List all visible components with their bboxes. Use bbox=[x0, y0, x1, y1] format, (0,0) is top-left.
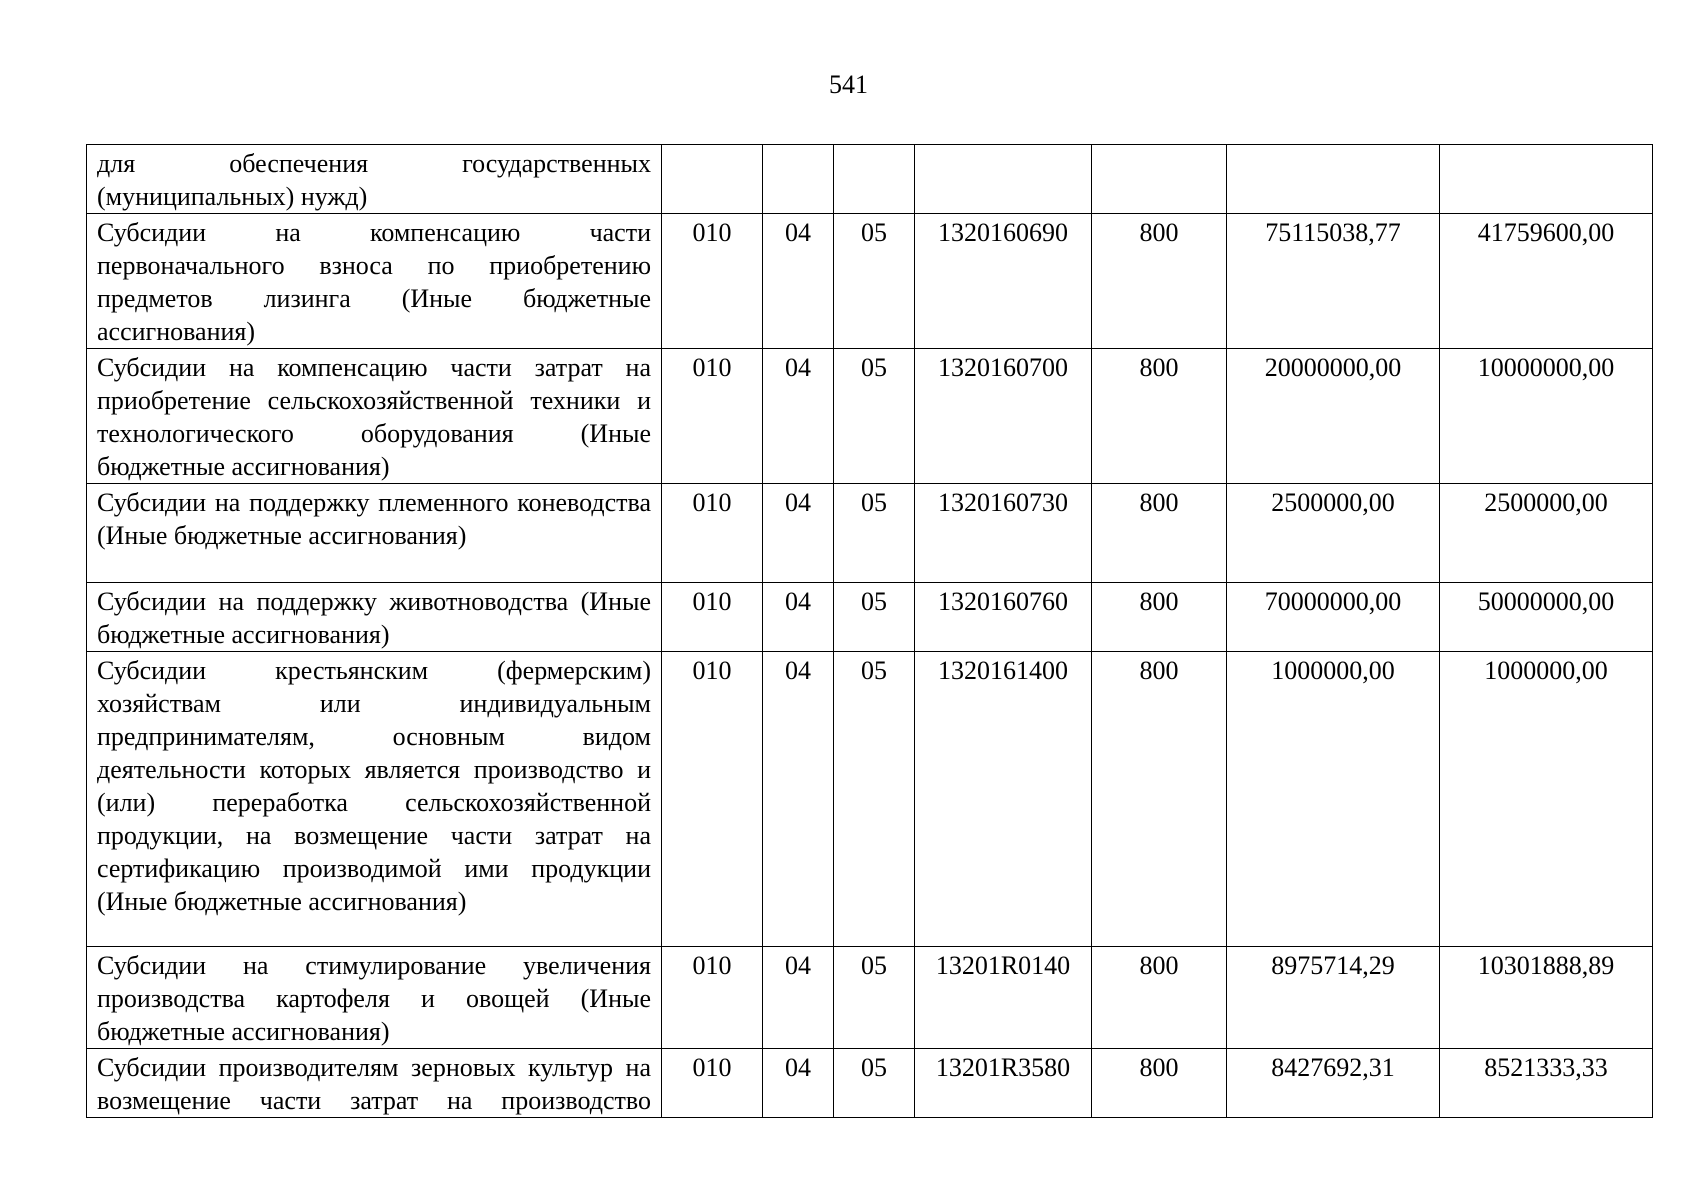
subsection-code-cell: 05 bbox=[834, 1049, 915, 1118]
section-code-cell: 04 bbox=[763, 349, 834, 484]
ministry-code-cell: 010 bbox=[662, 1049, 763, 1118]
target-article-cell bbox=[915, 145, 1092, 214]
amount-2-cell: 41759600,00 bbox=[1440, 214, 1653, 349]
budget-table bbox=[86, 144, 1653, 1118]
amount-1-cell: 1000000,00 bbox=[1227, 652, 1440, 947]
target-article-cell: 1320160690 bbox=[915, 214, 1092, 349]
section-code-cell: 04 bbox=[763, 484, 834, 583]
table-row bbox=[87, 484, 1653, 583]
subsection-code-cell: 05 bbox=[834, 652, 915, 947]
amount-2-cell: 8521333,33 bbox=[1440, 1049, 1653, 1118]
table-row bbox=[87, 349, 1653, 484]
target-article-cell: 1320160760 bbox=[915, 583, 1092, 652]
ministry-code-cell bbox=[662, 145, 763, 214]
table-row bbox=[87, 652, 1653, 947]
expense-type-cell: 800 bbox=[1092, 1049, 1227, 1118]
target-article-cell: 1320160700 bbox=[915, 349, 1092, 484]
table-row bbox=[87, 1049, 1653, 1118]
amount-1-cell: 20000000,00 bbox=[1227, 349, 1440, 484]
subsection-code-cell: 05 bbox=[834, 484, 915, 583]
amount-2-cell: 2500000,00 bbox=[1440, 484, 1653, 583]
amount-2-cell: 50000000,00 bbox=[1440, 583, 1653, 652]
section-code-cell bbox=[763, 145, 834, 214]
expense-type-cell: 800 bbox=[1092, 214, 1227, 349]
expense-type-cell: 800 bbox=[1092, 652, 1227, 947]
table-row bbox=[87, 583, 1653, 652]
target-article-cell: 13201R0140 bbox=[915, 947, 1092, 1049]
description-cell: Субсидии на поддержку животноводства (Иные бюджетные ассигнования) bbox=[87, 583, 662, 652]
description-cell: для обеспечения государственных (муниципальных) нужд) bbox=[87, 145, 662, 214]
description-cell: Субсидии на компенсацию части первоначального взноса по приобретению предметов лизинга (Иные бюджетные ассигнования) bbox=[87, 214, 662, 349]
amount-2-cell bbox=[1440, 145, 1653, 214]
ministry-code-cell: 010 bbox=[662, 484, 763, 583]
table-row bbox=[87, 947, 1653, 1049]
ministry-code-cell: 010 bbox=[662, 349, 763, 484]
section-code-cell: 04 bbox=[763, 583, 834, 652]
target-article-cell: 13201R3580 bbox=[915, 1049, 1092, 1118]
ministry-code-cell: 010 bbox=[662, 947, 763, 1049]
ministry-code-cell: 010 bbox=[662, 214, 763, 349]
expense-type-cell: 800 bbox=[1092, 583, 1227, 652]
expense-type-cell: 800 bbox=[1092, 947, 1227, 1049]
expense-type-cell bbox=[1092, 145, 1227, 214]
section-code-cell: 04 bbox=[763, 652, 834, 947]
table-row bbox=[87, 214, 1653, 349]
amount-1-cell: 75115038,77 bbox=[1227, 214, 1440, 349]
description-cell: Субсидии крестьянским (фермерским) хозяйствам или индивидуальным предпринимателям, основным видом деятельности которых является производство и (или) переработка сельскохозяйственной продукции, на возмещение части затрат на сертификацию производимой ими продукции (Иные бюджетные ассигнования) bbox=[87, 652, 662, 947]
ministry-code-cell: 010 bbox=[662, 583, 763, 652]
section-code-cell: 04 bbox=[763, 214, 834, 349]
amount-2-cell: 10000000,00 bbox=[1440, 349, 1653, 484]
expense-type-cell: 800 bbox=[1092, 349, 1227, 484]
description-cell: Субсидии на поддержку племенного коневодства (Иные бюджетные ассигнования) bbox=[87, 484, 662, 583]
target-article-cell: 1320160730 bbox=[915, 484, 1092, 583]
amount-1-cell bbox=[1227, 145, 1440, 214]
description-cell: Субсидии на стимулирование увеличения производства картофеля и овощей (Иные бюджетные ассигнования) bbox=[87, 947, 662, 1049]
subsection-code-cell: 05 bbox=[834, 214, 915, 349]
section-code-cell: 04 bbox=[763, 1049, 834, 1118]
description-cell: Субсидии производителям зерновых культур на возмещение части затрат на производство bbox=[87, 1049, 662, 1118]
amount-1-cell: 8975714,29 bbox=[1227, 947, 1440, 1049]
description-cell: Субсидии на компенсацию части затрат на приобретение сельскохозяйственной техники и технологического оборудования (Иные бюджетные ассигнования) bbox=[87, 349, 662, 484]
ministry-code-cell: 010 bbox=[662, 652, 763, 947]
amount-1-cell: 8427692,31 bbox=[1227, 1049, 1440, 1118]
section-code-cell: 04 bbox=[763, 947, 834, 1049]
subsection-code-cell: 05 bbox=[834, 947, 915, 1049]
subsection-code-cell bbox=[834, 145, 915, 214]
amount-1-cell: 2500000,00 bbox=[1227, 484, 1440, 583]
page-number: 541 bbox=[829, 70, 868, 99]
subsection-code-cell: 05 bbox=[834, 349, 915, 484]
table-row bbox=[87, 145, 1653, 214]
expense-type-cell: 800 bbox=[1092, 484, 1227, 583]
amount-2-cell: 10301888,89 bbox=[1440, 947, 1653, 1049]
amount-1-cell: 70000000,00 bbox=[1227, 583, 1440, 652]
subsection-code-cell: 05 bbox=[834, 583, 915, 652]
amount-2-cell: 1000000,00 bbox=[1440, 652, 1653, 947]
target-article-cell: 1320161400 bbox=[915, 652, 1092, 947]
